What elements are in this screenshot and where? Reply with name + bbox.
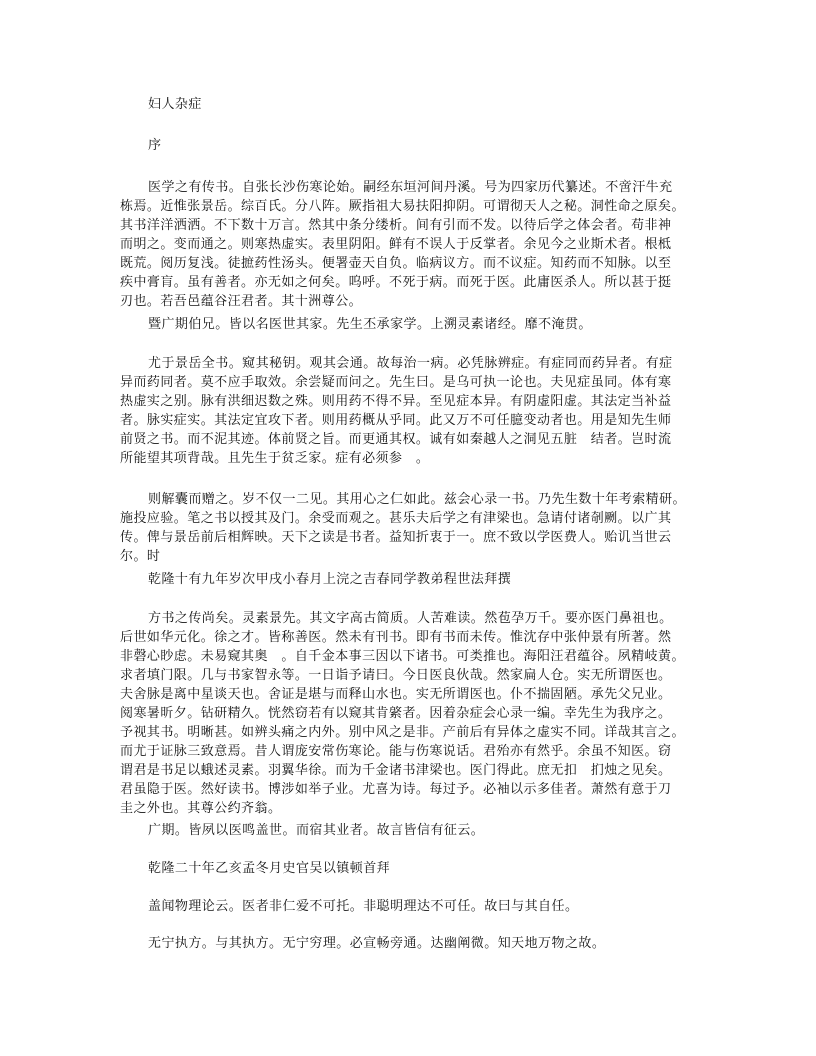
paragraph-line: 而明之。变而通之。则寒热虚实。表里阴阳。鲜有不误人于反掌者。余见今之业斯术者。根柢 (120, 237, 672, 252)
section-title: 妇人杂症 (148, 97, 202, 112)
paragraph-line: 既荒。阅历复浅。徒摭药性汤头。便署壶天自负。临病议方。而不议症。知药而不知脉。以至 (120, 256, 672, 271)
signature-2: 乾隆二十年乙亥孟冬月史官吴以镇顿首拜 (148, 861, 391, 876)
paragraph-line: 者。脉实症实。其法定宜攻下者。则用药概从乎同。此又万不可任臆变动者也。用是知先生师 (120, 413, 672, 428)
paragraph-line: 尤于景岳全书。窥其秘钥。观其会通。故每治一病。必凭脉辨症。有症同而药异者。有症 (148, 356, 673, 371)
paragraph-line: 疾中膏肓。虽有善者。亦无如之何矣。呜呼。不死于病。而死于医。此庸医杀人。所以甚于挺 (120, 275, 672, 290)
paragraph-line: 所能望其项背哉。且先生于贫乏家。症有必须参 。 (120, 451, 430, 466)
paragraph-line: 则解囊而赠之。岁不仅一二见。其用心之仁如此。兹会心录一书。乃先生数十年考索精研。 (148, 492, 687, 507)
paragraph-line: 栋焉。近惟张景岳。综百氏。分八阵。厥指祖大易扶阳抑阴。可谓彻天人之秘。洞性命之原矣。 (120, 199, 685, 214)
paragraph-line: 热虚实之别。脉有洪细迟数之殊。则用药不得不异。至见症本异。有阴虚阳虚。其法定当补益 (120, 394, 672, 409)
paragraph-line: 予视其书。明晰甚。如辨头痛之内外。别中风之是非。产前后有异体之虚实不同。详哉其言之。 (120, 725, 685, 740)
preface-label: 序 (148, 138, 162, 153)
paragraph-line: 异而药同者。莫不应手取效。余尝疑而问之。先生曰。是乌可执一论也。夫见症虽同。体有寒 (120, 375, 672, 390)
paragraph-line: 谓君是书足以蛾述灵素。羽翼华徐。而为千金诸书津梁也。医门得此。庶无扣 扪烛之见矣。 (120, 763, 672, 778)
signature-1: 乾隆十有九年岁次甲戌小春月上浣之吉春同学教弟程世法拜撰 (148, 572, 512, 587)
paragraph-line: 施投应验。笔之书以授其及门。余受而观之。甚乐夫后学之有津梁也。急请付诸剞劂。以广其 (120, 511, 672, 526)
paragraph-line: 暨广期伯兄。皆以名医世其家。先生丕承家学。上溯灵素诸经。靡不淹贯。 (148, 317, 592, 332)
paragraph-line: 医学之有传书。自张长沙伤寒论始。嗣经东垣河间丹溪。号为四家历代纂述。不啻汗牛充 (148, 180, 673, 195)
paragraph-line: 无宁执方。与其执方。无宁穷理。必宣畅旁通。达幽阐微。知天地万物之故。 (148, 936, 606, 951)
paragraph-line: 刃也。若吾邑蕴谷汪君者。其十洲尊公。 (120, 294, 363, 309)
paragraph-line: 其书洋洋洒洒。不下数十万言。然其中条分缕析。间有引而不发。以待后学之体会者。苟非神 (120, 218, 672, 233)
paragraph-line: 圭之外也。其尊公约齐翁。 (120, 801, 282, 816)
paragraph-line: 前贤之书。而不泥其迹。体前贤之旨。而更通其权。诚有如秦越人之洞见五脏 结者。岂时流 (120, 432, 672, 447)
paragraph-line: 方书之传尚矣。灵素景先。其文字高古简质。人苦难读。然苞孕万千。要亦医门鼻祖也。 (148, 611, 673, 626)
paragraph-line: 广期。皆夙以医鸣盖世。而宿其业者。故言皆信有征云。 (148, 823, 485, 838)
paragraph-line: 尔。时 (120, 549, 161, 564)
paragraph-line: 夫舍脉是离中星谈天也。舍证是堪与而释山水也。实无所谓医也。仆不揣固陋。承先父兄业。 (120, 687, 672, 702)
paragraph-line: 后世如华元化。徐之才。皆称善医。然未有刊书。即有书而未传。惟沈存中张仲景有所著。然 (120, 630, 672, 645)
paragraph-line: 求者填门限。几与书家智永等。一日诣予请曰。今日医良伙哉。然家扁人仓。实无所谓医也。 (120, 668, 672, 683)
paragraph-line: 阅寒暑昕夕。钻研精久。恍然窃若有以窥其肯綮者。因着杂症会心录一编。幸先生为我序之。 (120, 706, 672, 721)
paragraph-line: 君虽隐于医。然好读书。博涉如举子业。尤喜为诗。每过予。必袖以示多佳者。萧然有意于刀 (120, 782, 672, 797)
paragraph-line: 非磬心眇虑。未易窥其奥 。自千金本事三因以下诸书。可类推也。海阳汪君蕴谷。夙精岐黄。 (120, 649, 685, 664)
paragraph-line: 传。俾与景岳前后相辉映。天下之读是书者。益知折衷于一。庶不致以学医费人。贻讥当世云 (120, 530, 672, 545)
paragraph-line: 而尤于证脉三致意焉。昔人谓庞安常伤寒论。能与伤寒说话。君殆亦有然乎。余虽不知医。窃 (120, 744, 672, 759)
paragraph-line: 盖闻物理论云。医者非仁爱不可托。非聪明理达不可任。故曰与其自任。 (148, 899, 579, 914)
